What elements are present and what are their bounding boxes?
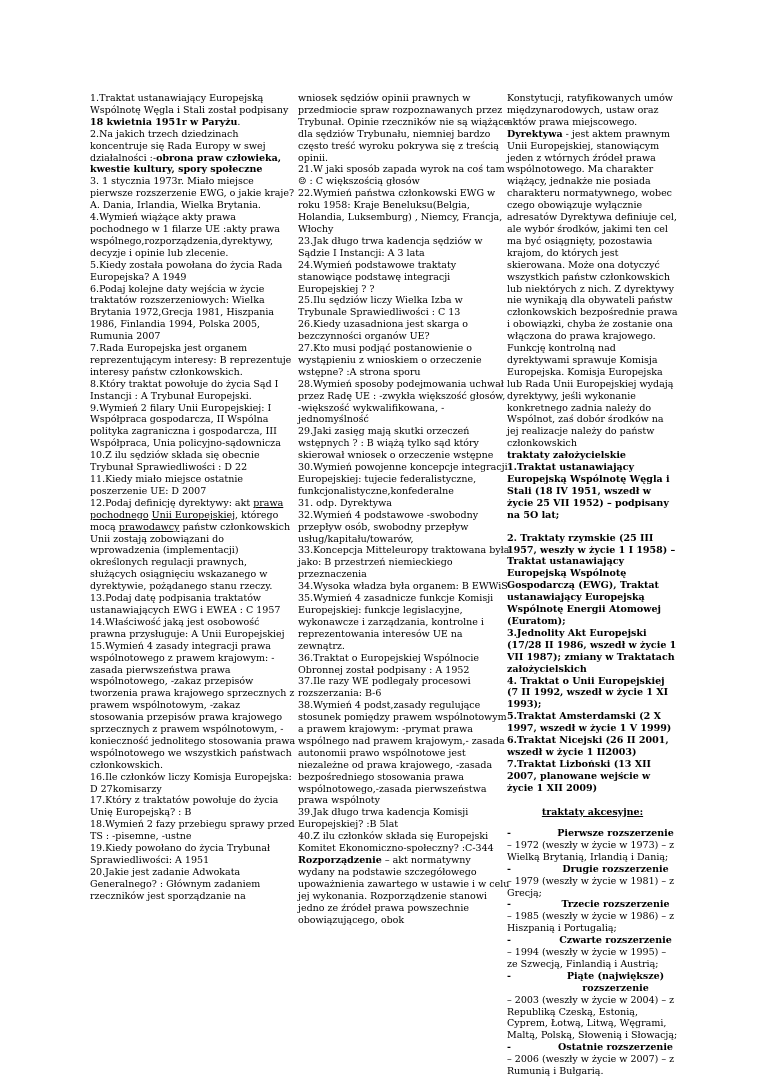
bullet-dash: -: [507, 970, 511, 982]
middle-paragraph: [298, 653, 510, 677]
middle-paragraph: [298, 676, 510, 700]
text-run: 2.Na jakich trzech dziedzinach koncentruje się Rada Europy w swej działalności :-: [90, 128, 266, 164]
bullet-dash: -: [507, 899, 511, 911]
text-run: 11.Kiedy miało miejsce ostatnie poszerzenie UE: D 2007: [90, 474, 243, 497]
treaty-item: 6.Traktat Nicejski (26 II 2001, wszedł w życie 1 II2003): [507, 735, 669, 758]
text-run: 24.Wymień podstawowe traktaty stanowiące podstawę integracji Europejskiej ? ?: [298, 259, 457, 295]
middle-paragraph: [298, 545, 510, 581]
left-paragraph: [90, 176, 296, 212]
term-label: Rozporządzenie: [298, 855, 382, 866]
accession-detail: – 2006 (weszły w życie w 2007) – z Rumunią i Bułgarią.: [507, 1054, 675, 1078]
left-paragraph: [90, 93, 296, 129]
left-paragraph: [90, 343, 296, 379]
bold-text: obrona praw człowieka, kwestie kultury, spory społeczne: [90, 152, 282, 176]
middle-paragraph: [298, 807, 510, 831]
left-paragraph: [90, 641, 296, 772]
text-run: 7.Rada Europejska jest organem reprezentującym interesy: B reprezentuje interesy państw członkowskich.: [90, 343, 292, 378]
text-run: 39.Jak długo trwa kadencja Komisji Europejskiej? :B 5lat: [298, 807, 469, 831]
middle-paragraph: [298, 93, 510, 164]
text-run: 14.Właściwość jaką jest osobowość prawna przysługuje: A Unii Europejskiej: [90, 616, 285, 640]
middle-paragraph: [298, 379, 510, 427]
accession-name: Czwarte rozszerzenie: [559, 935, 672, 947]
text-run: , którego mocą: [90, 509, 279, 533]
text-run: 22.Wymień państwa członkowski EWG w roku 1958: Kraje Beneluksu(Belgia, Holandia, Luksemburg) , Niemcy, Francja, Włochy: [298, 188, 503, 235]
accession-name: Drugie rozszerzenie: [562, 863, 669, 875]
text-run: wniosek sędziów opinii prawnych w przedmiocie spraw rozpoznawanych przez Trybunał. Opinie rzeczników nie są wiążące dla sędziów Trybunału, niemniej bardzo często treść wyroku pokrywa się z treścią opinii.: [298, 93, 510, 164]
text-run: 32.Wymień 4 podstawowe -swobodny przepływ osób, swobodny przepływ usług/kapitału/towarów,: [298, 509, 479, 545]
middle-paragraph: [298, 319, 510, 343]
left-paragraph: [90, 819, 296, 843]
text-run: 13.Podaj datę podpisania traktatów ustanawiających EWG i EWEA : C 1957: [90, 593, 281, 616]
left-paragraph: [90, 795, 296, 819]
middle-paragraph: [298, 498, 510, 510]
accession-detail: – 1979 (weszły w życie w 1981) – z Grecją;: [507, 875, 675, 899]
accession-detail: – 1994 (weszły w życie w 1995) – ze Szwecją, Finlandią i Austrią;: [507, 947, 667, 970]
column-right-text: [507, 93, 678, 450]
accession-item: [507, 935, 678, 971]
treaties-heading: traktaty założycielskie: [507, 450, 626, 462]
left-paragraph: [90, 284, 296, 344]
left-paragraph: [90, 212, 296, 260]
left-paragraph: [90, 474, 296, 498]
accession-detail: – 1972 (weszły w życie w 1973) – z Wielką Brytanią, Irlandią i Danią;: [507, 839, 675, 863]
text-run: 36.Traktat o Europejskiej Wspólnocie Obronnej został podpisany : A 1952: [298, 652, 479, 676]
treaty-item: 3.Jednolity Akt Europejski (17/28 II 1986, wszedł w życie 1 VII 1987); zmiany w Traktatach założycielskich: [507, 627, 677, 675]
text-run: 20.Jakie jest zadanie Adwokata Generalnego? : Głównym zadaniem rzeczników jest sporządzanie na: [90, 866, 261, 902]
text-run: 31. odp. Dyrektywa: [298, 497, 392, 509]
accession-detail: – 1985 (weszły w życie w 1986) – z Hiszpanią i Portugalią;: [507, 911, 675, 935]
middle-paragraph: [298, 831, 510, 855]
text-run: 10.Z ilu sędziów składa się obecnie Trybunał Sprawiedliwości : D 22: [90, 450, 260, 474]
text-run: 38.Wymień 4 podst,zasady regulujące stosunek pomiędzy prawem wspólnotowym a prawem krajowym: -prymat prawa wspólnego nad prawem krajowym,- zasada autonomii prawo wspólnotowe jest niezależne od prawa krajowego, -zasada bezpośredniego stosowania prawa wspólnotowego,-zasada pierwszeństwa prawa wspólnoty: [298, 700, 507, 807]
left-paragraph: [90, 772, 296, 796]
text-run: .: [237, 116, 241, 128]
text-run: 17.Który z traktatów powołuje do życia Unię Europejską? : B: [90, 795, 279, 819]
accessions-list: [507, 828, 678, 1078]
text-run: 4.Wymień wiążące akty prawa pochodnego w 1 filarze UE :akty prawa wspólnego,rozporządzenia,dyrektywy, decyzje i opinie lub zlecenie.: [90, 212, 280, 259]
text-run: 40.Z ilu członków składa się Europejski Komitet Ekonomiczno-społeczny? :C-344: [298, 831, 494, 855]
middle-paragraph: [298, 510, 510, 546]
bold-text: 18 kwietnia 1951r w Paryżu: [90, 116, 238, 128]
column-right: [507, 93, 678, 1078]
text-run: - jest aktem prawnym Unii Europejskiej, stanowiącym jeden z wtórnych źródeł prawa wspólnotowego. Ma charakter wiążący, jednakże nie posiada charakteru normatywnego, wobec czego obowiązuje wyłącznie adresatów Dyrektywa definiuje cel, ale wybór środków, jakimi ten cel ma być osiągnięty, pozostawia krajom, do których jest skierowana. Może ona dotyczyć wszystkich państw członkowskich lub niektórych z nich. Z dyrektywy nie wynikają dla obywateli państw członkowskich bezpośrednie prawa i obowiązki, chyba że zostanie ona włączona do prawa krajowego. Funkcję kontrolną nad dyrektywami sprawuje Komisja Europejska. Komisja Europejska lub Rada Unii Europejskiej wydają dyrektywy, jeśli wykonanie konkretnego zadnia należy do Wspólnot, zaś dobór środków na jej realizacje należy do państw członkowskich: [507, 128, 678, 450]
text-run: Konstytucji, ratyfikowanych umów międzynarodowych, ustaw oraz aktów prawa miejscowego.: [507, 93, 673, 128]
column-middle: [298, 93, 510, 926]
left-paragraph: [90, 379, 296, 403]
text-run: 12.Podaj definicję dyrektywy: akt: [90, 497, 254, 509]
bullet-dash: -: [507, 827, 511, 839]
text-run: 34.Wysoka władza była organem: B EWWiS: [298, 581, 508, 593]
middle-paragraph: [298, 260, 510, 296]
text-run: 1.Traktat ustanawiający Europejską Wspólnotę Węgla i Stali został podpisany: [90, 93, 289, 116]
text-run: państw członkowskich Unii zostają zobowiązani do wprowadzenia (implementacji) określonych regulacji prawnych, służących osiągnięciu wskazanego w dyrektywie, pożądanego stanu rzeczy.: [90, 521, 291, 593]
treaty-item: 7.Traktat Lizboński (13 XII 2007, planowane wejście w życie 1 XII 2009): [507, 758, 651, 794]
text-run: 23.Jak długo trwa kadencja sędziów w Sądzie I Instancji: A 3 lata: [298, 235, 483, 259]
text-run: 15.Wymień 4 zasady integracji prawa wspólnotowego z prawem krajowym: -zasada pierwszeństwa prawa wspólnotowego, -zakaz przepisów tworzenia prawa krajowego sprzecznych z prawem wspólnotowym, -zakaz stosowania przepisów prawa krajowego sprzecznych z prawem wspólnotowym, -konieczność jednolitego stosowania prawa wspólnotowego we wszystkich państwach członkowskich.: [90, 640, 296, 771]
link-text: prawa pochodnego: [90, 497, 284, 521]
link-text: Unii Europejskiej: [151, 509, 236, 521]
accession-item: [507, 1042, 678, 1078]
left-paragraph: [90, 867, 296, 903]
treaty-item: 1.Traktat ustanawiający Europejską Wspólnotę Węgla i Stali (18 IV 1951, wszedł w życie 25 VII 1952) – podpisany na 5O lat;: [507, 462, 670, 521]
middle-paragraph: [298, 462, 510, 498]
text-run: 26.Kiedy uzasadniona jest skarga o bezczynności organów UE?: [298, 319, 469, 343]
text-run: – akt normatywny wydany na podstawie szczegółowego upoważnienia zawartego w ustawie i w celu jej wykonania. Rozporządzenie stanowi jedno ze źródeł prawa powszechnie obowiązującego, obok: [298, 855, 510, 926]
text-run: 28.Wymień sposoby podejmowania uchwał przez Radę UE : -zwykła większość głosów, -większość wykwalifikowana, -jednomyślność: [298, 378, 506, 426]
text-run: 3. 1 stycznia 1973r. Miało miejsce pierwsze rozszerzenie EWG, o jakie kraje? A. Dania, Irlandia, Wielka Brytania.: [90, 176, 295, 212]
left-paragraph: [90, 593, 296, 617]
treaty-item: 5.Traktat Amsterdamski (2 X 1997, wszedł w życie 1 V 1999): [507, 711, 672, 735]
middle-paragraph: [298, 855, 510, 926]
left-paragraph: [90, 129, 296, 177]
bullet-dash: -: [507, 863, 511, 875]
middle-paragraph: [298, 295, 510, 319]
text-run: 25.Ilu sędziów liczy Wielka Izba w Trybunale Sprawiedliwości : C 13: [298, 295, 463, 319]
text-run: 18.Wymień 2 fazy przebiegu sprawy przed TS : -pisemne, -ustne: [90, 819, 295, 843]
text-run: 29.Jaki zasięg mają skutki orzeczeń wstępnych ? : B wiążą tylko sąd który skierował wniosek o orzeczenie wstępne: [298, 426, 494, 462]
text-run: 33.Koncepcja Mitteleuropy traktowana była jako: B przestrzeń niemieckiego przeznaczenia: [298, 545, 510, 581]
left-paragraph: [90, 498, 296, 593]
text-run: 9.Wymień 2 filary Unii Europejskiej: I Współpraca gospodarcza, II Wspólna polityka zagraniczna i gospodarcza, III Współpraca, Unia policyjno-sądownicza: [90, 402, 281, 450]
text-run: 37.Ile razy WE podlegały procesowi rozszerzania: B-6: [298, 676, 471, 700]
middle-paragraph: [298, 593, 510, 653]
text-run: 8.Który traktat powołuje do życia Sąd I Instancji : A Trybunał Europejski.: [90, 378, 279, 402]
text-run: 16.Ile członków liczy Komisja Europejska: D 27komisarzy: [90, 771, 292, 795]
middle-paragraph: [298, 343, 510, 379]
bullet-dash: -: [507, 935, 511, 947]
bullet-dash: -: [507, 1042, 511, 1054]
accessions-heading: traktaty akcesyjne:: [541, 806, 644, 818]
left-paragraph: [90, 260, 296, 284]
accession-item: [507, 899, 678, 935]
accession-name: Ostatnie rozszerzenie: [558, 1042, 673, 1054]
text-run: 19.Kiedy powołano do życia Trybunał Sprawiedliwości: A 1951: [90, 843, 271, 866]
middle-paragraph: [298, 426, 510, 462]
text-run: 27.Kto musi podjąć postanowienie o wystąpieniu z wnioskiem o orzeczenie wstępne? :A strona sporu: [298, 343, 482, 378]
link-text: prawodawcy: [118, 521, 180, 533]
accession-detail: – 2003 (weszły w życie w 2004) – z Republiką Czeską, Estonią, Cyprem, Łotwą, Litwą, Węgrami, Maltą, Polską, Słowenią i Słowacją;: [507, 994, 678, 1042]
text-run: 35.Wymień 4 zasadnicze funkcje Komisji Europejskiej: funkcje legislacyjne, wykonawcze i zarządzania, kontrolne i reprezentowania interesów UE na zewnątrz.: [298, 593, 494, 652]
middle-paragraph: [298, 581, 510, 593]
right-paragraph: [507, 93, 678, 129]
term-label: Dyrektywa: [507, 128, 563, 140]
text-run: 21.W jaki sposób zapada wyrok na coś tam☺ : C większością głosów: [298, 164, 505, 188]
accession-item: [507, 828, 678, 864]
left-paragraph: [90, 403, 296, 451]
left-paragraph: [90, 617, 296, 641]
right-paragraph: [507, 129, 678, 450]
treaty-item: 2. Traktaty rzymskie (25 III 1957, weszły w życie 1 I 1958) – Traktat ustanawiający Europejską Wspólnotę Gospodarczą (EWG), Traktat ustanawiający Europejską Wspólnotę Energii Atomowej (Euratom);: [507, 532, 676, 627]
accession-name: Pierwsze rozszerzenie: [557, 827, 674, 839]
middle-paragraph: [298, 188, 510, 236]
left-paragraph: [90, 450, 296, 474]
column-left: [90, 93, 296, 903]
treaty-item: 4. Traktat o Unii Europejskiej (7 II 1992, wszedł w życie 1 XI 1993);: [507, 675, 669, 711]
left-paragraph: [90, 843, 296, 867]
middle-paragraph: [298, 236, 510, 260]
treaties-list: [507, 462, 678, 794]
text-run: 5.Kiedy została powołana do życia Rada Europejska? A 1949: [90, 259, 283, 283]
accession-item: [507, 971, 678, 1042]
accession-name: Piąte (największe) rozszerzenie: [566, 970, 665, 994]
middle-paragraph: [298, 164, 510, 188]
text-run: 6.Podaj kolejne daty wejścia w życie traktatów rozszerzeniowych: Wielka Brytania 1972,Grecja 1981, Hiszpania 1986, Finlandia 1994, Polska 2005, Rumunia 2007: [90, 283, 275, 343]
accession-item: [507, 864, 678, 900]
accession-name: Trzecie rozszerzenie: [561, 899, 670, 911]
middle-paragraph: [298, 700, 510, 807]
text-run: 30.Wymień powojenne koncepcje integracji Europejskiej: tujecie federalistyczne, funkcjonalistyczne,konfederalne: [298, 462, 508, 497]
